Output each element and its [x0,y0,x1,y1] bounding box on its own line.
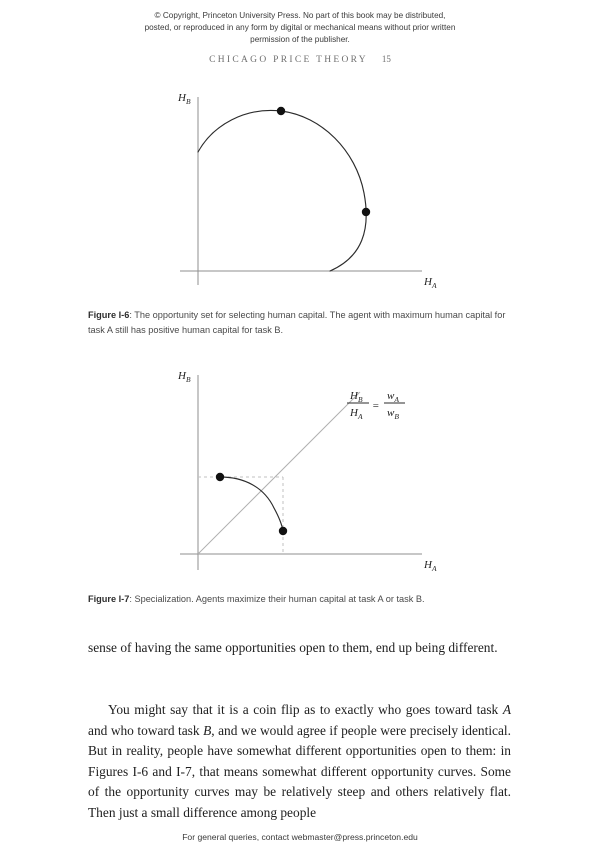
figure-i-7 [150,365,460,585]
figure-i-7-plot [150,365,460,585]
figure-i-7-caption-text: : Specialization. Agents maximize their human capital at task A or task B. [129,594,425,604]
wage-ratio-ray [198,392,360,554]
y-axis-label: $H_B$ [178,92,191,106]
body-paragraph-1: sense of having the same opportunities open to them, end up being different. [88,640,498,655]
opportunity-curve [198,110,366,271]
figure-i-7-caption [88,592,510,607]
body-paragraph-2 [88,700,511,824]
body-paragraph-2-part-b: and who toward task [88,722,204,738]
point-max-hb [277,107,285,115]
figure-i-6-caption [88,308,510,337]
equals-sign: = [372,400,380,412]
figure-i-6 [150,85,460,295]
body-paragraph-2-italic-b: B [203,722,212,738]
ratio-denominator-left: $H_A$ [350,407,363,421]
figure-i-6-caption-text: : The opportunity set for selecting human capital. The agent with maximum human capital for task A still has positive human capital for task B. [88,310,506,335]
page-number: 15 [381,54,391,64]
body-paragraph-2-italic-a: A [502,702,511,717]
figure-i-6-plot [150,85,460,295]
figure-i-6-caption-label: Figure I-6 [88,310,130,320]
x-axis-label: $H_A$ [424,276,437,290]
ratio-denominator-right: $w_B$ [387,407,399,421]
x-axis-label: $H_A$ [424,559,437,573]
copyright-notice: © Copyright, Princeton University Press. No part of this book may be distributed, posted, or reproduced in any form by digital or mechanical means without prior written permission of the publisher. [144,11,456,45]
point-max-ha [362,208,370,216]
figure-i-7-caption-label: Figure I-7 [88,594,130,604]
point-specialize-task-a [279,527,287,535]
ratio-numerator-right: $w_A$ [387,390,399,404]
page-footer: For general queries, contact webmaster@press.princeton.edu [182,832,418,842]
body-paragraph-2-part-c: , and we would agree if people were precisely identical. But in reality, people have somewhat different opportunities open to them: in Figures I-6 and I-7, that means somewhat different opportunity curves. Some of the opportunity curves may be relatively steep and others relatively flat. Then just a small difference among people [88,722,512,820]
body-paragraph-2-part-a: You might say that it is a coin flip as to exactly who goes toward task [108,702,503,717]
y-axis-label: $H_B$ [178,370,191,384]
wage-ratio-equation [347,390,405,421]
running-head-title: CHICAGO PRICE THEORY [209,55,368,65]
ratio-numerator-left: $H_B$ [350,390,363,404]
running-head [0,54,600,65]
point-specialize-task-b [216,473,224,481]
